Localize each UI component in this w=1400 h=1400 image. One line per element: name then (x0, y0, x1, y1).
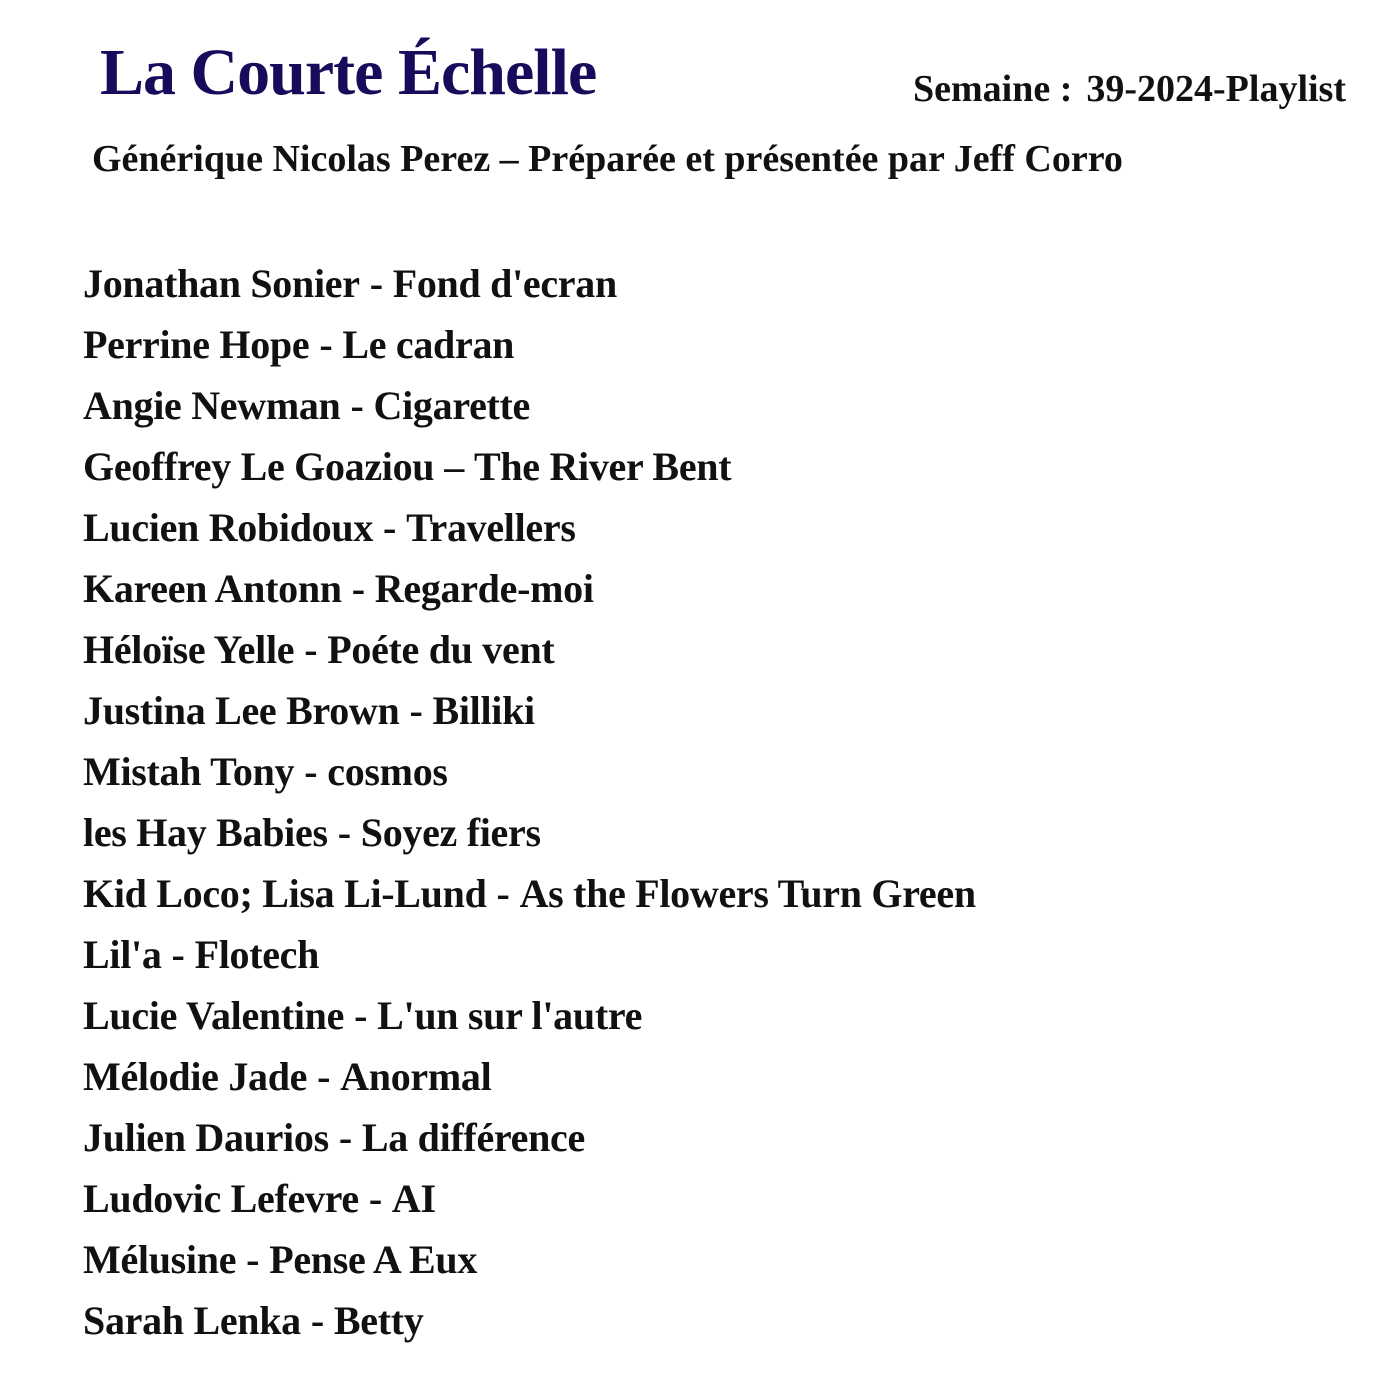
track-separator: - (351, 566, 365, 611)
track-separator: - (354, 993, 368, 1038)
track-artist: Geoffrey Le Goaziou (83, 444, 435, 489)
track-item (83, 872, 976, 933)
track-separator: - (304, 749, 318, 794)
track-item (83, 323, 976, 384)
track-title: Flotech (194, 932, 320, 977)
track-item (83, 1177, 976, 1238)
track-separator: - (383, 505, 397, 550)
track-artist: Jonathan Sonier (83, 261, 360, 306)
track-artist: Mélusine (83, 1237, 237, 1282)
week-value: 39-2024-Playlist (1086, 68, 1346, 110)
track-artist: Kid Loco; Lisa Li-Lund (83, 871, 487, 916)
track-artist: les Hay Babies (83, 810, 328, 855)
track-artist: Mélodie Jade (83, 1054, 308, 1099)
track-item (83, 1116, 976, 1177)
track-artist: Héloïse Yelle (83, 627, 295, 672)
track-separator: - (338, 1115, 352, 1160)
track-title: Soyez fiers (360, 810, 541, 855)
track-separator: - (246, 1237, 260, 1282)
track-artist: Angie Newman (83, 383, 341, 428)
track-artist: Lil'a (83, 932, 162, 977)
track-title: Pense A Eux (269, 1237, 478, 1282)
track-separator: - (319, 322, 333, 367)
track-separator: - (310, 1298, 324, 1343)
track-item (83, 994, 976, 1055)
track-item (83, 384, 976, 445)
track-artist: Julien Daurios (83, 1115, 329, 1160)
track-separator: - (317, 1054, 331, 1099)
track-separator: - (409, 688, 423, 733)
track-title: L'un sur l'autre (377, 993, 643, 1038)
track-item (83, 506, 976, 567)
track-title: Regarde-moi (374, 566, 594, 611)
track-item (83, 262, 976, 323)
track-artist: Sarah Lenka (83, 1298, 301, 1343)
track-separator: - (350, 383, 364, 428)
track-item (83, 628, 976, 689)
track-title: AI (391, 1176, 436, 1221)
track-title: Travellers (406, 505, 576, 550)
show-title: La Courte Échelle (100, 36, 597, 109)
show-credits: Générique Nicolas Perez – Préparée et présentée par Jeff Corro (92, 138, 1123, 180)
track-separator: - (369, 261, 383, 306)
track-separator: - (337, 810, 351, 855)
track-artist: Kareen Antonn (83, 566, 342, 611)
track-title: Poéte du vent (327, 627, 555, 672)
track-title: Anormal (340, 1054, 492, 1099)
week-label: Semaine : (912, 68, 1073, 110)
track-item (83, 445, 976, 506)
track-item (83, 1055, 976, 1116)
track-item (83, 567, 976, 628)
track-artist: Mistah Tony (83, 749, 295, 794)
track-item (83, 933, 976, 994)
track-title: Billiki (432, 688, 535, 733)
track-separator: - (304, 627, 318, 672)
track-title: La différence (361, 1115, 585, 1160)
track-separator: - (368, 1176, 382, 1221)
track-artist: Lucie Valentine (83, 993, 345, 1038)
track-artist: Lucien Robidoux (83, 505, 374, 550)
track-separator: – (444, 444, 464, 489)
track-title: Le cadran (342, 322, 515, 367)
track-separator: - (171, 932, 185, 977)
track-title: Fond d'ecran (392, 261, 617, 306)
track-title: As the Flowers Turn Green (519, 871, 976, 916)
track-item (83, 1299, 976, 1360)
track-item (83, 811, 976, 872)
track-artist: Justina Lee Brown (83, 688, 400, 733)
track-artist: Perrine Hope (83, 322, 310, 367)
playlist (83, 262, 976, 1360)
track-artist: Ludovic Lefevre (83, 1176, 359, 1221)
track-separator: - (496, 871, 510, 916)
week-info (913, 70, 1346, 108)
track-title: Betty (333, 1298, 424, 1343)
track-item (83, 689, 976, 750)
track-item (83, 1238, 976, 1299)
track-title: The River Bent (473, 444, 732, 489)
track-title: cosmos (327, 749, 448, 794)
track-title: Cigarette (373, 383, 531, 428)
track-item (83, 750, 976, 811)
